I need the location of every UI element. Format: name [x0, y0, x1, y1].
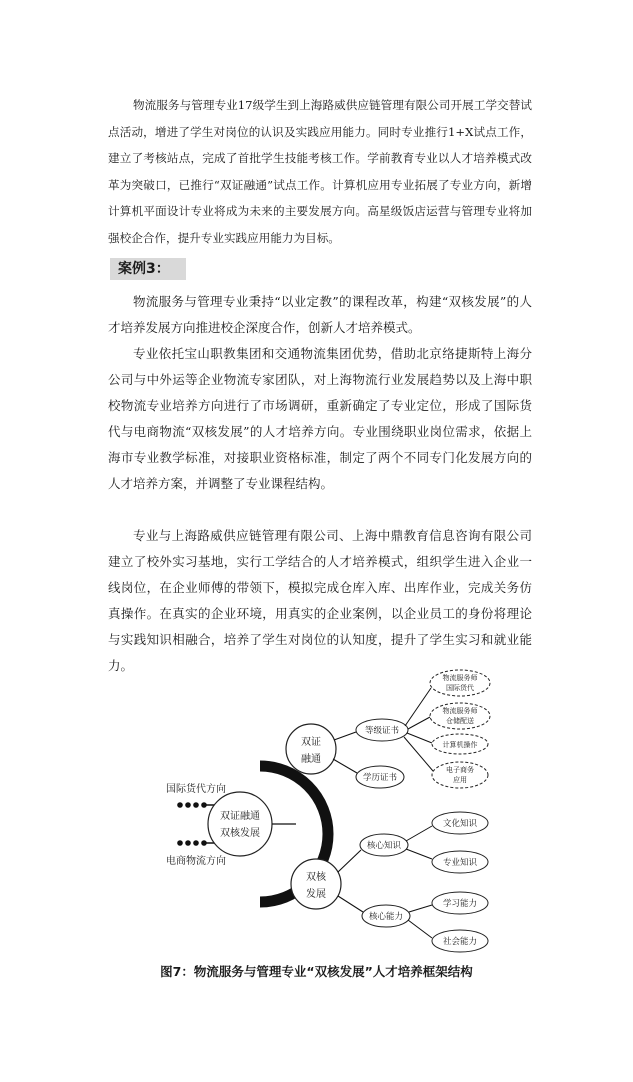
ability-leaf-social-label: 社会能力: [442, 937, 478, 947]
grade-cert-label: 等级证书: [364, 726, 400, 736]
cert-leaf-ecommerce-label-1: 电子商务: [446, 766, 474, 774]
knowledge-leaf-culture-label: 文化知识: [442, 819, 478, 829]
paragraph-market-research: 专业依托宝山职教集团和交通物流集团优势，借助北京络捷斯特上海分公司与中外运等企业物流专家团队，对上海物流行业发展趋势以及上海中职校物流专业培养方向进行了市场调研，重新确定了专业定位，形成了国际货代与电商物流“双核发展”的人才培养方向。专业围绕职业岗位需求，依据上海市专业教学标准，对接职业资格标准，制定了两个不同专门化发展方向的人才培养方案，并调整了专业课程结构。: [108, 346, 532, 491]
lower-node-label-1: 双核: [306, 872, 326, 883]
lower-node: [291, 859, 341, 909]
center-node: [208, 792, 272, 856]
paragraph-case-summary: 物流服务与管理专业秉持“以业定教”的课程改革，构建“双核发展”的人才培养发展方向推进校企深度合作，创新人才培养模式。: [108, 294, 532, 335]
center-node-label-2: 双核发展: [220, 828, 260, 839]
figure-caption: 图7：物流服务与管理专业“双核发展”人才培养框架结构: [160, 964, 473, 979]
cert-leaf-computer-label: 计算机操作: [442, 741, 478, 749]
input-label-ecommerce-logistics: 电商物流方向: [166, 856, 226, 867]
knowledge-leaf-professional-label: 专业知识: [442, 858, 478, 868]
cert-leaf-forwarding-label-1: 物流服务师: [442, 674, 478, 682]
center-node-label-1: 双证融通: [220, 811, 260, 822]
paragraph-internship-base: 专业与上海路威供应链管理有限公司、上海中鼎教育信息咨询有限公司建立了校外实习基地，实行工学结合的人才培养模式，组织学生进入企业一线岗位，在企业师傅的带领下，模拟完成仓库入库、出库作业，完成关务仿真操作。在真实的企业环境，用真实的企业案例，以企业员工的身份将理论与实践知识相融合，培养了学生对岗位的认知度，提升了学生实习和就业能力。: [108, 528, 532, 673]
upper-node: [286, 724, 336, 774]
input-label-international-forwarding: 国际货代方向: [166, 784, 226, 795]
input-dots-bottom: [177, 840, 207, 846]
level3-connectors: [404, 688, 433, 938]
core-ability-label: 核心能力: [368, 912, 404, 922]
lower-node-label-2: 发展: [306, 889, 326, 900]
upper-node-label-1: 双证: [301, 737, 321, 748]
cert-leaf-ecommerce-label-2: 应用: [453, 776, 467, 784]
paragraph-intro: 物流服务与管理专业17级学生到上海路威供应链管理有限公司开展工学交替试点活动，增进了学生对岗位的认识及实践应用能力。同时专业推行1+X试点工作，建立了考核站点，完成了首批学生技能考核工作。学前教育专业以人才培养模式改革为突破口，已推行“双证融通”试点工作。计算机应用专业拓展了专业方向，新增计算机平面设计专业将成为未来的主要发展方向。高星级饭店运营与管理专业将加强校企合作，提升专业实践应用能力为目标。: [108, 98, 532, 245]
cert-leaf-warehousing-label-2: 仓储配送: [446, 717, 474, 725]
cert-leaf-forwarding-label-2: 国际货代: [446, 684, 474, 692]
core-knowledge-label: 核心知识: [366, 841, 402, 851]
ability-leaf-learning-label: 学习能力: [442, 899, 478, 909]
input-dots-top: [177, 802, 207, 808]
cert-leaf-warehousing-label-1: 物流服务师: [442, 707, 478, 715]
case-heading: 案例3：: [110, 258, 186, 280]
upper-node-label-2: 融通: [301, 754, 321, 765]
edu-cert-label: 学历证书: [362, 773, 398, 783]
